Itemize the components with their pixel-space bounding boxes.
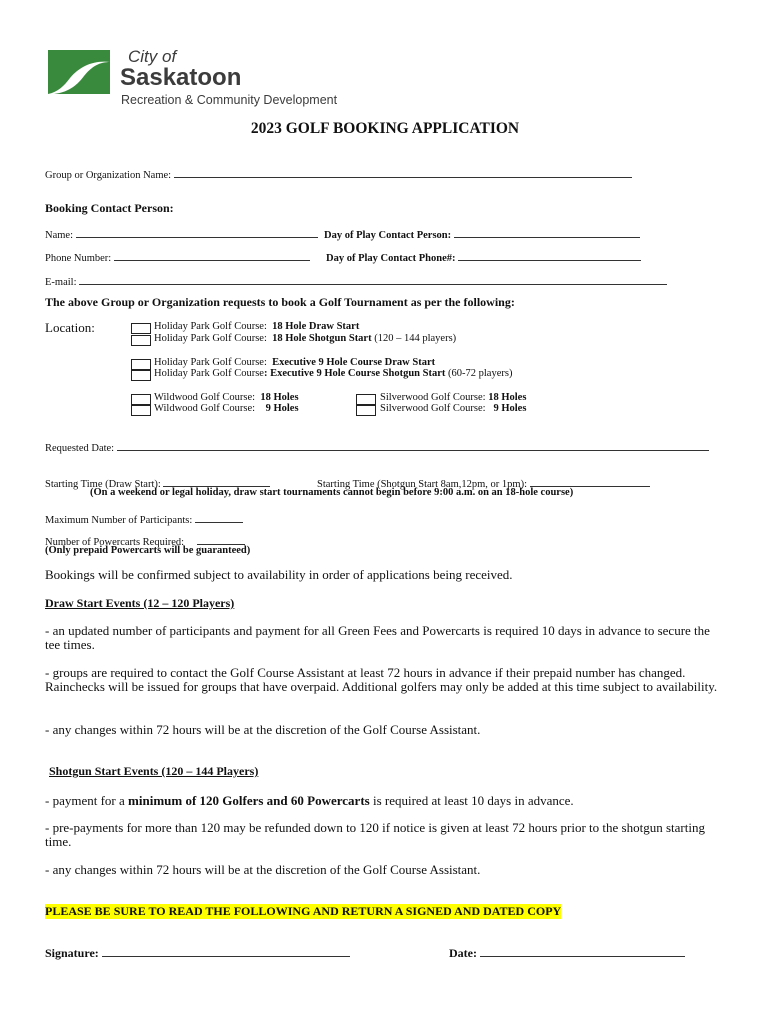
wildwood-9-option: [154, 403, 299, 414]
day-phone-row: [326, 249, 641, 264]
email-label: E-mail:: [45, 277, 77, 288]
silverwood-9-option: [380, 403, 526, 414]
hp9-draw-checkbox[interactable]: [131, 359, 151, 370]
draw-start-heading: Draw Start Events (12 – 120 Players): [45, 596, 235, 610]
silverwood-9-course: Silverwood Golf Course:: [380, 403, 486, 414]
logo-saskatoon: Saskatoon: [120, 64, 242, 91]
start-shotgun-label: Starting Time (Shotgun Start 8am,12pm, or 1pm):: [317, 479, 528, 490]
silverwood-18-option: [380, 392, 526, 403]
email-row: [45, 273, 667, 288]
shotgun-p1-end: is required at least 10 days in advance.: [369, 793, 574, 808]
hp9-draw-format: Executive 9 Hole Course Draw Start: [272, 357, 436, 368]
org-name-row: [45, 166, 632, 181]
start-shotgun-field[interactable]: [530, 475, 650, 487]
location-label: Location:: [45, 320, 95, 335]
start-draw-label: Starting Time (Draw Start):: [45, 479, 161, 490]
draw-paragraph-2: - groups are required to contact the Golf Course Assistant at least 72 hours in advance if their prepaid number has changed. Rainchecks will be issued for groups that have overpaid. Additional golfers may only be added at this time subject to availability.: [45, 665, 718, 694]
date-row: [449, 945, 685, 961]
day-phone-label: Day of Play Contact Phone#:: [326, 253, 456, 264]
powercarts-note: (Only prepaid Powercarts will be guaranteed): [45, 545, 251, 556]
draw-paragraph-1: - an updated number of participants and payment for all Green Fees and Powercarts is required 10 days in advance to secure the tee times.: [45, 623, 710, 652]
powercarts-label: Number of Powercarts Required:: [45, 537, 185, 548]
phone-field[interactable]: [114, 249, 310, 261]
hp18-draw-checkbox[interactable]: [131, 323, 151, 334]
day-contact-label: Day of Play Contact Person:: [324, 230, 452, 241]
booking-contact-heading: Booking Contact Person:: [45, 201, 174, 215]
hp9-shotgun-players: (60-72 players): [448, 368, 513, 379]
wildwood-18-option: [154, 392, 299, 403]
logo-city-of: City of: [128, 47, 177, 66]
max-participants-label: Maximum Number of Participants:: [45, 515, 193, 526]
shotgun-p1-minimum: minimum of 120 Golfers and 60 Powercarts: [128, 793, 370, 808]
email-field[interactable]: [79, 273, 667, 285]
draw-paragraph-3: - any changes within 72 hours will be at the discretion of the Golf Course Assistant.: [45, 722, 481, 737]
requested-date-row: [45, 439, 709, 454]
hp18-draw-course: Holiday Park Golf Course:: [154, 321, 267, 332]
hp18-shotgun-checkbox[interactable]: [131, 335, 151, 346]
signature-row: [45, 945, 350, 961]
page-title: 2023 GOLF BOOKING APPLICATION: [250, 120, 520, 137]
wildwood-9-course: Wildwood Golf Course:: [154, 403, 256, 414]
wildwood-18-course: Wildwood Golf Course:: [154, 392, 256, 403]
wildwood-18-checkbox[interactable]: [131, 394, 151, 405]
city-logo: [44, 46, 394, 108]
shotgun-paragraph-3: - any changes within 72 hours will be at the discretion of the Golf Course Assistant.: [45, 862, 481, 877]
hp18-shotgun-players: (120 – 144 players): [374, 333, 457, 344]
wildwood-9-holes: 9 Holes: [265, 403, 299, 414]
name-label: Name:: [45, 230, 73, 241]
day-contact-row: [324, 226, 640, 241]
powercarts-field[interactable]: [197, 533, 245, 545]
max-participants-field[interactable]: [195, 511, 243, 523]
hp9-shotgun-option: [154, 368, 512, 379]
day-contact-field[interactable]: [454, 226, 640, 238]
date-field[interactable]: [480, 945, 685, 957]
phone-row: [45, 249, 310, 264]
silverwood-18-course: Silverwood Golf Course:: [380, 392, 486, 403]
org-name-field[interactable]: [174, 166, 632, 178]
request-sentence: The above Group or Organization requests to book a Golf Tournament as per the following:: [45, 295, 515, 309]
hp9-draw-option: [154, 357, 435, 368]
wildwood-9-checkbox[interactable]: [131, 405, 151, 416]
day-phone-field[interactable]: [458, 249, 641, 261]
shotgun-start-heading: Shotgun Start Events (120 – 144 Players): [49, 764, 259, 778]
requested-date-label: Requested Date:: [45, 443, 115, 454]
hp18-shotgun-format: 18 Hole Shotgun Start: [272, 333, 372, 344]
shotgun-paragraph-2: - pre-payments for more than 120 may be refunded down to 120 if notice is given at least 72 hours prior to the shotgun starting time.: [45, 820, 705, 849]
weekend-note: (On a weekend or legal holiday, draw start tournaments cannot begin before 9:00 a.m. on an 18-hole course): [90, 487, 574, 498]
signature-field[interactable]: [102, 945, 350, 957]
requested-date-field[interactable]: [117, 439, 709, 451]
hp18-draw-option: [154, 321, 359, 332]
silverwood-9-holes: 9 Holes: [493, 403, 527, 414]
hp9-shotgun-format: : Executive 9 Hole Course Shotgun Start: [263, 368, 446, 379]
wildwood-18-holes: 18 Holes: [260, 392, 299, 403]
read-notice: PLEASE BE SURE TO READ THE FOLLOWING AND RETURN A SIGNED AND DATED COPY: [45, 904, 562, 918]
hp18-shotgun-option: [154, 333, 456, 344]
saskatoon-swoosh-icon: [44, 48, 114, 96]
hp18-draw-format: 18 Hole Draw Start: [272, 321, 360, 332]
hp9-draw-course: Holiday Park Golf Course:: [154, 357, 267, 368]
name-row: [45, 226, 318, 241]
start-draw-field[interactable]: [163, 475, 270, 487]
hp9-shotgun-course: Holiday Park Golf Course: [154, 368, 264, 379]
shotgun-paragraph-1: [45, 793, 574, 809]
logo-subtitle: Recreation & Community Development: [121, 93, 338, 107]
bookings-sentence: Bookings will be confirmed subject to availability in order of applications being received.: [45, 567, 513, 582]
date-label: Date:: [449, 946, 477, 960]
shotgun-p1-start: - payment for a: [45, 793, 129, 808]
silverwood-18-holes: 18 Holes: [488, 392, 527, 403]
silverwood-18-checkbox[interactable]: [356, 394, 376, 405]
phone-label: Phone Number:: [45, 253, 112, 264]
max-participants-row: [45, 511, 243, 526]
silverwood-9-checkbox[interactable]: [356, 405, 376, 416]
hp9-shotgun-checkbox[interactable]: [131, 370, 151, 381]
name-field[interactable]: [76, 226, 318, 238]
signature-label: Signature:: [45, 946, 99, 960]
hp18-shotgun-course: Holiday Park Golf Course:: [154, 333, 267, 344]
org-name-label: Group or Organization Name:: [45, 170, 172, 181]
